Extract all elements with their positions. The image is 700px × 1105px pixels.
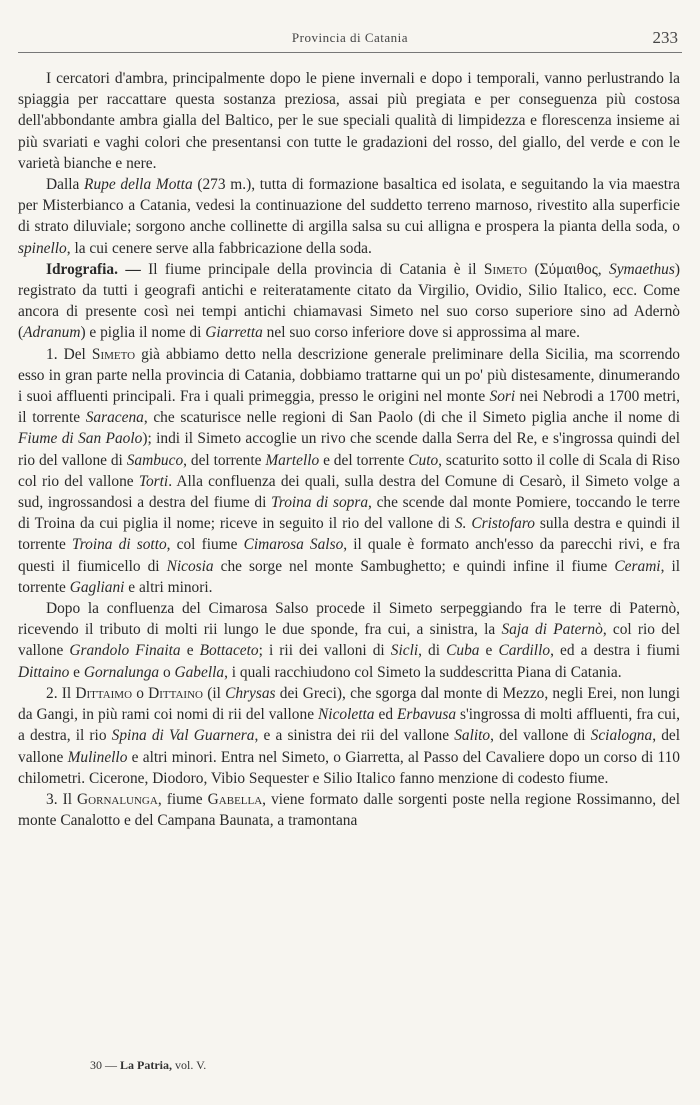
italic-term: Cimarosa Salso [243, 536, 344, 554]
text-run: e altri minori. [124, 578, 213, 596]
italic-term: Erbavusa [397, 706, 457, 724]
text-run: , i quali racchiudono col Simeto la suddescritta Piana di Catania. [224, 663, 622, 681]
text-run: . Alla confluenza dei quali, sulla destra del Comune di Cesarò, il Simeto volge a sud, ingrossandosi a destra del fiume di [18, 472, 680, 512]
text-run: , il torrente [18, 557, 681, 596]
paragraph-simeto-tributaries [18, 344, 680, 598]
body-text [18, 68, 680, 831]
text-run: che sorge nel monte Sambughetto; e quindi infine il fiume [213, 557, 615, 575]
text-run: , fiume [157, 790, 208, 808]
text-run: Dopo la confluenza del Cimarosa Salso procede il Simeto serpeggiando fra le terre di Paternò, ricevendo il tributo di molti rii lungo le due sponde, fra cui, a sinistra, la [18, 600, 680, 639]
footer-volume: vol. V. [175, 1058, 207, 1072]
text-run: 2. Il [46, 684, 76, 702]
text-run: sulla destra e quindi il torrente [18, 515, 680, 554]
text-run: o [132, 684, 149, 702]
text-run: , scaturito sotto il colle di Scala di Riso col rio del vallone [18, 451, 680, 490]
italic-term: Symaethus [609, 260, 675, 278]
italic-term: Sori [489, 388, 516, 406]
italic-term: Fiume di San Paolo [18, 430, 143, 448]
italic-term: Spina di Val Guarnera [111, 727, 255, 745]
text-run: , e a sinistra dei rii del vallone [254, 727, 455, 745]
text-run: ) registrato da tutti i geografi antichi e reiteratamente citato da Virgilio, Ovidio, Silio Italico, ecc. Come ancora di presente così nei tempi antichi chiamavasi Simeto nel suo corso superiore sino ad Adernò ( [18, 260, 680, 342]
text-run: nei Nebrodi a 1700 metri, il torrente [18, 388, 680, 427]
text-run: , col fiume [166, 536, 244, 554]
italic-term: Nicoletta [318, 706, 375, 724]
text-run: , viene formato dalle sorgenti poste nella regione Rossimanno, del monte Canalotto e del Campana Baunata, a tramontana [18, 790, 680, 830]
small-caps-term: Gabella [207, 790, 263, 808]
italic-term: Mulinello [67, 748, 128, 766]
text-run: , del torrente [183, 451, 266, 469]
text-run: e [479, 642, 499, 660]
small-caps-term: Dittaimo [75, 684, 133, 702]
text-run: , col rio del vallone [18, 621, 681, 660]
italic-term: Gornalunga [83, 663, 160, 681]
italic-term: Grandolo Finaita [69, 642, 181, 660]
text-run: , di [418, 642, 447, 660]
italic-term: Chrysas [225, 684, 276, 702]
paragraph-amber-collectors [18, 68, 680, 174]
text-run: ; i rii dei valloni di [258, 642, 391, 660]
text-run: I cercatori d'ambra, principalmente dopo le piene invernali e dopo i temporali, vanno perlustrando la spiaggia per raccattare questa sostanza preziosa, assai più pregiata e per conseguenza più costosa dell'abbondante ambra gialla del Baltico, per le sue speciali qualità di limpidezza e florescenza insieme ai più svariati e vaghi colori che presentansi con tutte le gradazioni del rosso, del giallo, del verde e con le varietà bianche e nere. [18, 70, 680, 172]
text-run: , il quale è formato anch'esso da parecchi rivi, e fra questi il fiumicello di [18, 536, 680, 575]
text-run: ) e piglia il nome di [80, 324, 206, 342]
paragraph-rupe-della-motta [18, 174, 680, 259]
text-run: , del vallone di [490, 727, 591, 745]
text-run: e [180, 642, 200, 660]
italic-term: Salito [454, 727, 491, 745]
italic-term: Scialogna [590, 727, 653, 745]
italic-term: Bottaceto [199, 642, 259, 660]
text-run: (273 m.), tutta di formazione basaltica ed isolata, e seguitando la via maestra per Misterbianco a Catania, vedesi la continuazione del suddetto terreno marnoso, rivestito alla superficie di strato diluviale; sorgono anche collinette di argilla salsa su cui alligna e prospera la pianta della soda, o [18, 176, 680, 236]
small-caps-term: Simeto [483, 260, 528, 278]
italic-term: Troina di sopra [271, 494, 369, 512]
italic-term: Nicosia [166, 557, 214, 575]
italic-term: Sambuco [126, 451, 184, 469]
running-head [18, 28, 682, 52]
small-caps-term: Dittaino [148, 684, 203, 702]
italic-term: Cuto [408, 451, 439, 469]
page-footer [90, 1058, 206, 1073]
text-run: Il fiume principale della provincia di Catania è il [140, 260, 484, 278]
text-run: nel suo corso inferiore dove si approssima al mare. [262, 324, 580, 342]
text-run: Dalla [46, 176, 85, 194]
small-caps-term: Simeto [91, 345, 136, 363]
paragraph-idrografia [18, 259, 680, 344]
italic-term: Troina di sotto [72, 536, 167, 554]
text-run: ); indi il Simeto accoglie un rivo che scende dalla Serra del Re, e s'ingrossa quindi del rio del vallone di [18, 430, 680, 469]
paragraph-gornalunga [18, 789, 680, 831]
text-run: , del vallone [18, 727, 680, 766]
small-caps-term: Gornalunga [77, 790, 158, 808]
italic-term: Saracena [85, 409, 144, 427]
text-run: dei Greci), che sgorga dal monte di Mezzo, negli Erei, non lungi da Gangi, in più rami coi nomi di rii del vallone [18, 684, 681, 724]
text-run: 3. Il [46, 790, 78, 808]
italic-term: Gagliani [69, 578, 125, 596]
italic-term: Gabella [174, 663, 225, 681]
text-run: ed [374, 706, 398, 724]
italic-term: Rupe della Motta [84, 176, 193, 194]
running-title: Provincia di Catania [291, 30, 409, 45]
italic-term: Saja di Paternò [501, 621, 603, 639]
paragraph-dittaino [18, 683, 680, 789]
text-run: e altri minori. Entra nel Simeto, o Giarretta, al Passo del Cavaliere dopo un corso di 110 chilometri. Cicerone, Diodoro, Vibio Sequester e Silio Italico fanno menzione di codesto fiume. [18, 748, 680, 787]
text-run: , che scaturisce nelle regioni di San Paolo (di che il Simeto piglia anche il nome di [143, 409, 681, 427]
italic-term: Cerami [614, 557, 661, 575]
text-run: , la cui cenere serve alla fabbricazione della soda. [66, 239, 372, 257]
page-number: 233 [652, 28, 678, 47]
text-run: s'ingrossa di molti affluenti, fra cui, a destra, il rio [18, 706, 680, 745]
italic-term: Adranum [23, 324, 81, 342]
italic-term: Giarretta [205, 324, 263, 342]
paragraph-cimarosa-confluence [18, 598, 680, 683]
footer-signature: 30 — [90, 1058, 117, 1072]
italic-term: Martello [265, 451, 320, 469]
header-rule [18, 52, 682, 53]
italic-term: Sicli [390, 642, 419, 660]
footer-work-title: La Patria, [120, 1058, 172, 1072]
text-run: , ed a destra i fiumi [550, 642, 680, 660]
italic-term: Torti [138, 472, 169, 490]
text-run: (il [202, 684, 226, 702]
italic-term: spinello [18, 239, 67, 257]
text-run: già abbiamo detto nella descrizione generale preliminare della Sicilia, ma scorrendo esso in gran parte nella provincia di Catania, dobbiamo trattarne qui un po' più distesamente, dinumerando i suoi affluenti principali. Fra i quali primeggia, presso le origini nel monte [18, 345, 680, 406]
italic-term: Cuba [446, 642, 480, 660]
text-run: 1. Del [46, 345, 92, 363]
italic-term: Dittaino [18, 663, 70, 681]
text-run: o [159, 663, 175, 681]
text-run: e [69, 663, 84, 681]
text-run: (Σύμαιθος, [527, 260, 610, 278]
section-heading: Idrografia. — [46, 260, 141, 278]
text-run: e del torrente [319, 451, 409, 469]
text-run: , che scende dal monte Pomiere, toccando le terre di Troina da cui piglia il nome; riceve in seguito il rio del vallone di [18, 494, 680, 533]
italic-term: S. Cristofaro [454, 515, 535, 533]
italic-term: Cardillo [498, 642, 551, 660]
